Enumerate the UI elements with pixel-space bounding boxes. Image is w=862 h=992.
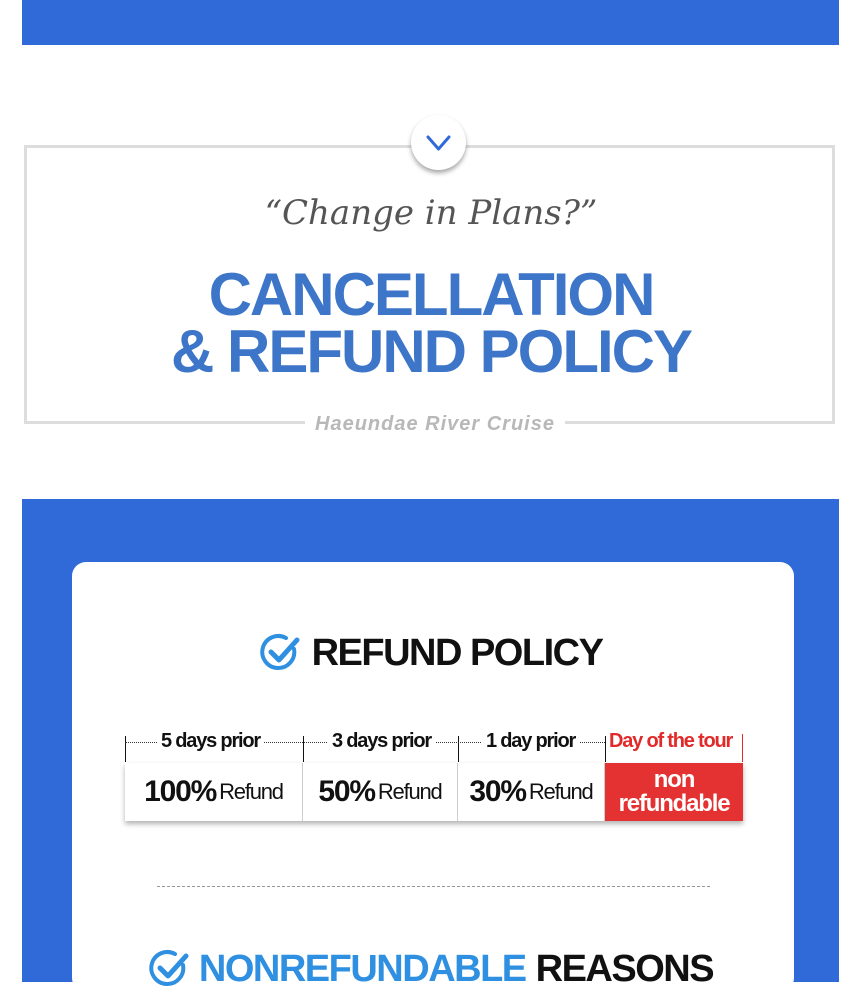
refund-timeline [125,730,743,760]
scroll-down-button[interactable] [411,115,466,170]
chevron-down-icon [425,129,452,156]
refund-cell-30: 30% Refund [458,763,605,821]
timeline-tick [125,736,126,762]
page-title-line1: CANCELLATION [208,261,654,328]
refund-policy-heading-text: REFUND POLICY [311,631,603,674]
check-circle-icon [149,949,189,989]
top-blue-bar [22,0,839,45]
refund-cell-nonrefundable: non refundable [605,763,743,821]
section-divider [157,886,710,887]
refund-table [125,763,743,821]
refund-cell-100: 100% Refund [125,763,303,821]
refund-policy-heading [0,630,862,676]
nonrefundable-heading [0,946,862,992]
timeline-label-5-days: 5 days prior [157,730,264,753]
refund-cell-50: 50% Refund [303,763,458,821]
timeline-tick [458,736,459,762]
check-circle-icon [260,633,300,673]
change-in-plans-text: “Change in Plans?” [264,193,598,233]
timeline-label-day-of-tour: Day of the tour [609,730,733,752]
page-subtitle: Haeundae River Cruise [315,413,555,435]
timeline-label-1-day: 1 day prior [482,730,579,753]
timeline-label-3-days: 3 days prior [328,730,435,753]
page-title-line2: & REFUND POLICY [170,318,692,385]
nonrefundable-heading-dark: REASONS [535,947,714,990]
nonrefundable-heading-blue: NONREFUNDABLE [198,947,526,990]
timeline-tick [742,734,743,762]
timeline-tick [303,736,304,762]
